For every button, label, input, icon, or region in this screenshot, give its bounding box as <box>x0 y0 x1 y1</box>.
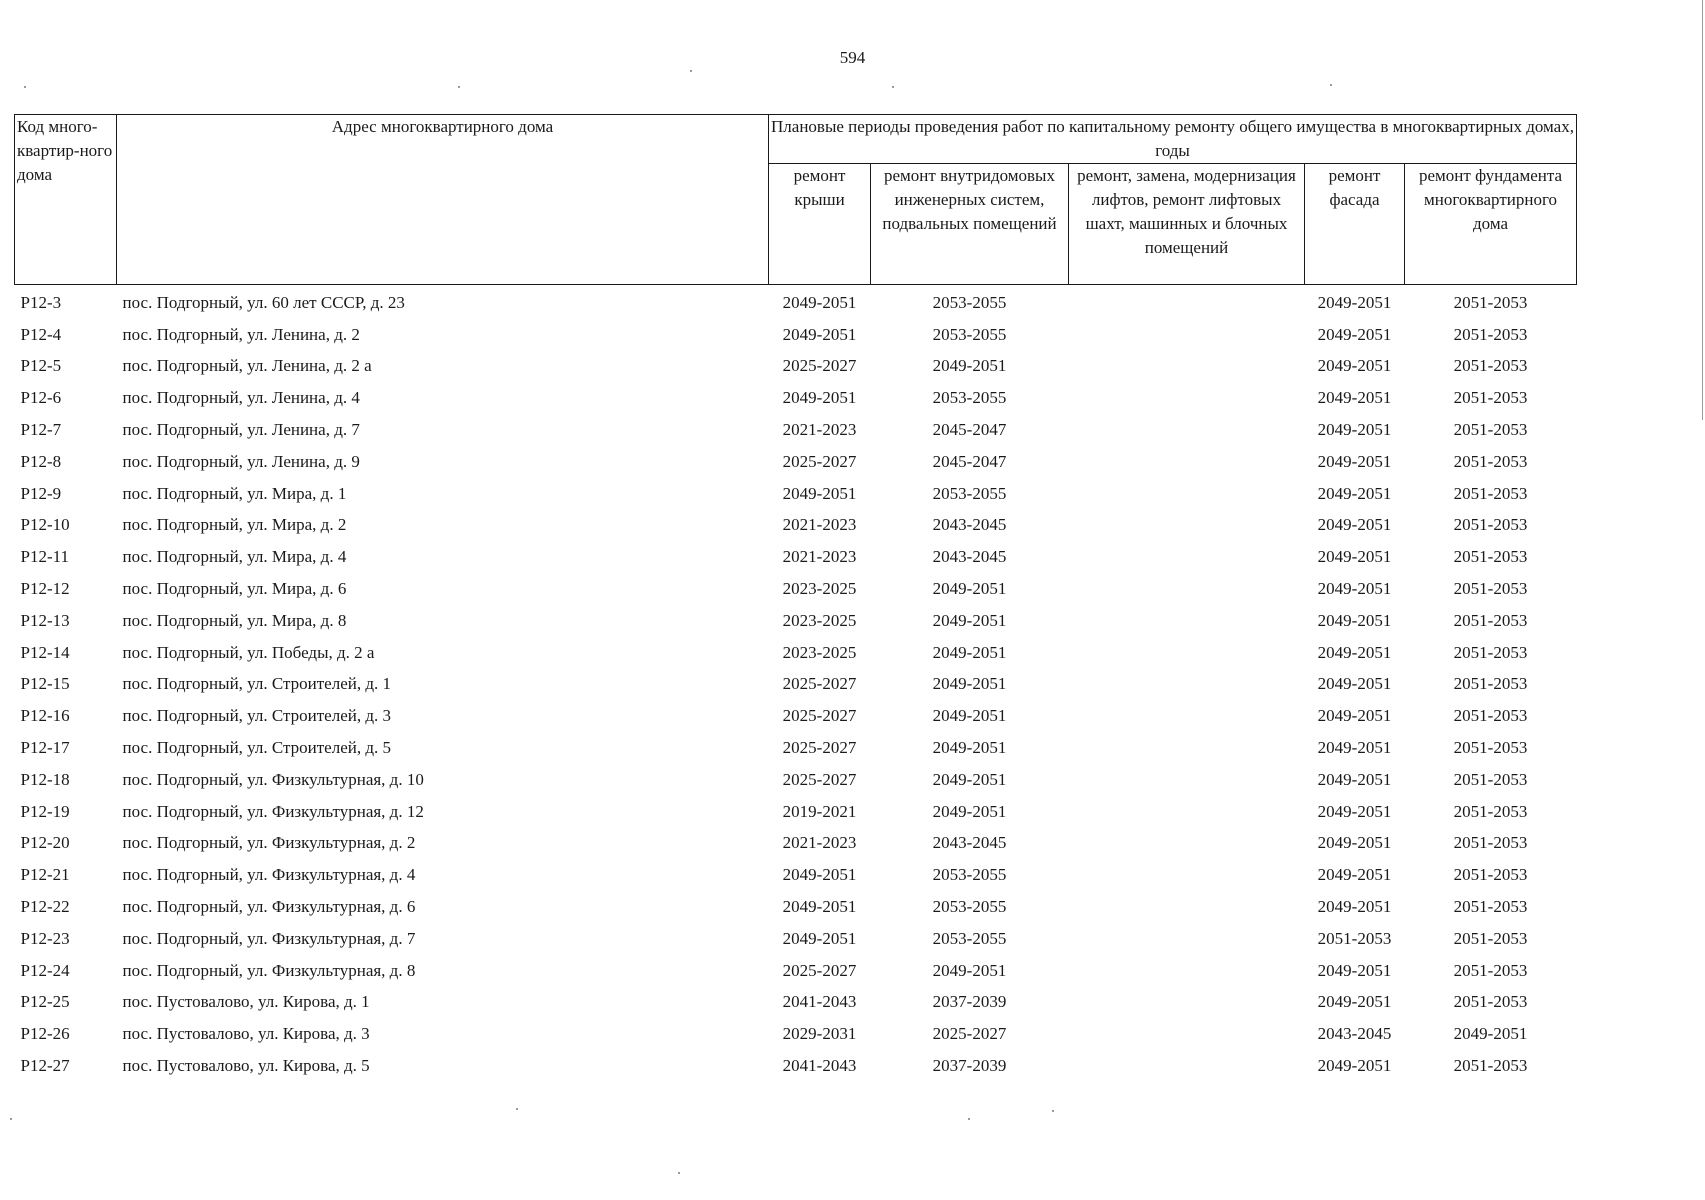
cell-facade: 2049-2051 <box>1317 865 1392 885</box>
cell-foundation: 2051-2053 <box>1453 1056 1528 1076</box>
cell-roof: 2023-2025 <box>782 610 857 630</box>
cell-facade: 2049-2051 <box>1317 642 1392 662</box>
cell-code: Р12-6 <box>20 388 62 408</box>
cell-address: пос. Подгорный, ул. Ленина, д. 9 <box>122 451 360 471</box>
cell-facade: 2049-2051 <box>1317 579 1392 599</box>
cell-roof: 2025-2027 <box>782 738 857 758</box>
scan-speck <box>24 86 26 88</box>
cell-systems: 2053-2055 <box>932 324 1007 344</box>
table-header <box>15 115 1577 285</box>
cell-facade: 2049-2051 <box>1317 388 1392 408</box>
cell-roof: 2021-2023 <box>782 420 857 440</box>
cell-address: пос. Подгорный, ул. Победы, д. 2 а <box>122 642 375 662</box>
table-row <box>15 764 1577 796</box>
cell-roof: 2025-2027 <box>782 769 857 789</box>
table-row <box>15 573 1577 605</box>
cell-code: Р12-21 <box>20 865 70 885</box>
cell-facade: 2049-2051 <box>1317 706 1392 726</box>
cell-roof: 2025-2027 <box>782 706 857 726</box>
header-periods-group: Плановые периоды проведения работ по капитальному ремонту общего имущества в многоквартирных домах, годы <box>769 115 1577 164</box>
cell-roof: 2025-2027 <box>782 451 857 471</box>
cell-roof: 2029-2031 <box>782 1024 857 1044</box>
cell-code: Р12-16 <box>20 706 70 726</box>
cell-code: Р12-15 <box>20 674 70 694</box>
table-row <box>15 319 1577 351</box>
cell-lifts <box>1069 637 1305 669</box>
table-row <box>15 382 1577 414</box>
cell-systems: 2053-2055 <box>932 865 1007 885</box>
table-row <box>15 796 1577 828</box>
cell-systems: 2043-2045 <box>932 515 1007 535</box>
cell-address: пос. Подгорный, ул. Физкультурная, д. 2 <box>122 833 416 853</box>
cell-roof: 2023-2025 <box>782 642 857 662</box>
cell-roof: 2049-2051 <box>782 483 857 503</box>
table-row <box>15 605 1577 637</box>
table-row <box>15 285 1577 319</box>
scan-speck <box>516 1108 518 1110</box>
scan-speck <box>458 86 460 88</box>
table-row <box>15 700 1577 732</box>
header-code: Код много-квартир-ного дома <box>15 115 117 285</box>
cell-address: пос. Подгорный, ул. Физкультурная, д. 8 <box>122 960 416 980</box>
cell-foundation: 2051-2053 <box>1453 292 1528 312</box>
table-row <box>15 987 1577 1019</box>
cell-lifts <box>1069 285 1305 319</box>
cell-roof: 2049-2051 <box>782 865 857 885</box>
cell-facade: 2049-2051 <box>1317 992 1392 1012</box>
cell-roof: 2041-2043 <box>782 1056 857 1076</box>
cell-systems: 2053-2055 <box>932 928 1007 948</box>
table-row <box>15 1050 1577 1082</box>
cell-systems: 2053-2055 <box>932 897 1007 917</box>
header-facade: ремонт фасада <box>1305 164 1405 285</box>
cell-code: Р12-24 <box>20 960 70 980</box>
cell-foundation: 2051-2053 <box>1453 356 1528 376</box>
cell-address: пос. Пустовалово, ул. Кирова, д. 1 <box>122 992 370 1012</box>
cell-code: Р12-25 <box>20 992 70 1012</box>
cell-foundation: 2051-2053 <box>1453 769 1528 789</box>
cell-code: Р12-19 <box>20 801 70 821</box>
cell-systems: 2053-2055 <box>932 292 1007 312</box>
table-row <box>15 510 1577 542</box>
cell-systems: 2043-2045 <box>932 547 1007 567</box>
cell-lifts <box>1069 541 1305 573</box>
cell-foundation: 2051-2053 <box>1453 515 1528 535</box>
cell-foundation: 2051-2053 <box>1453 610 1528 630</box>
cell-facade: 2049-2051 <box>1317 738 1392 758</box>
table-row <box>15 828 1577 860</box>
cell-address: пос. Подгорный, ул. Физкультурная, д. 12 <box>122 801 424 821</box>
table-row <box>15 478 1577 510</box>
cell-code: Р12-14 <box>20 642 70 662</box>
table-row <box>15 669 1577 701</box>
cell-foundation: 2051-2053 <box>1453 420 1528 440</box>
cell-code: Р12-8 <box>20 451 62 471</box>
page-number: 594 <box>839 48 866 67</box>
cell-lifts <box>1069 478 1305 510</box>
cell-address: пос. Подгорный, ул. Мира, д. 8 <box>122 610 347 630</box>
cell-lifts <box>1069 796 1305 828</box>
cell-lifts <box>1069 510 1305 542</box>
cell-lifts <box>1069 382 1305 414</box>
header-foundation: ремонт фундамента многоквартирного дома <box>1405 164 1577 285</box>
cell-lifts <box>1069 700 1305 732</box>
cell-address: пос. Подгорный, ул. Мира, д. 1 <box>122 483 347 503</box>
cell-facade: 2043-2045 <box>1317 1024 1392 1044</box>
cell-facade: 2049-2051 <box>1317 420 1392 440</box>
cell-code: Р12-11 <box>20 547 69 567</box>
cell-address: пос. Подгорный, ул. Ленина, д. 2 <box>122 324 360 344</box>
cell-address: пос. Пустовалово, ул. Кирова, д. 3 <box>122 1024 370 1044</box>
header-roof: ремонт крыши <box>769 164 871 285</box>
cell-facade: 2049-2051 <box>1317 674 1392 694</box>
cell-lifts <box>1069 859 1305 891</box>
cell-facade: 2049-2051 <box>1317 1056 1392 1076</box>
table-row <box>15 541 1577 573</box>
cell-code: Р12-3 <box>20 292 62 312</box>
cell-code: Р12-17 <box>20 738 70 758</box>
cell-systems: 2037-2039 <box>932 1056 1007 1076</box>
table-row <box>15 891 1577 923</box>
table-body <box>15 285 1577 1082</box>
cell-facade: 2049-2051 <box>1317 547 1392 567</box>
cell-systems: 2049-2051 <box>932 801 1007 821</box>
cell-lifts <box>1069 351 1305 383</box>
cell-roof: 2025-2027 <box>782 356 857 376</box>
cell-lifts <box>1069 1018 1305 1050</box>
table-row <box>15 446 1577 478</box>
cell-address: пос. Пустовалово, ул. Кирова, д. 5 <box>122 1056 370 1076</box>
cell-foundation: 2051-2053 <box>1453 738 1528 758</box>
table-row <box>15 351 1577 383</box>
cell-systems: 2053-2055 <box>932 483 1007 503</box>
table-row <box>15 1018 1577 1050</box>
cell-systems: 2049-2051 <box>932 610 1007 630</box>
cell-lifts <box>1069 669 1305 701</box>
scan-edge-line <box>1702 0 1703 420</box>
cell-systems: 2045-2047 <box>932 451 1007 471</box>
cell-facade: 2049-2051 <box>1317 960 1392 980</box>
cell-roof: 2025-2027 <box>782 960 857 980</box>
cell-facade: 2049-2051 <box>1317 356 1392 376</box>
cell-roof: 2049-2051 <box>782 324 857 344</box>
cell-code: Р12-7 <box>20 420 62 440</box>
cell-systems: 2049-2051 <box>932 706 1007 726</box>
cell-foundation: 2051-2053 <box>1453 865 1528 885</box>
scan-speck <box>1052 1110 1054 1112</box>
cell-roof: 2049-2051 <box>782 897 857 917</box>
cell-address: пос. Подгорный, ул. Ленина, д. 4 <box>122 388 360 408</box>
cell-facade: 2051-2053 <box>1317 928 1392 948</box>
cell-address: пос. Подгорный, ул. Мира, д. 2 <box>122 515 347 535</box>
cell-systems: 2025-2027 <box>932 1024 1007 1044</box>
cell-code: Р12-26 <box>20 1024 70 1044</box>
cell-lifts <box>1069 764 1305 796</box>
cell-roof: 2041-2043 <box>782 992 857 1012</box>
cell-foundation: 2049-2051 <box>1453 1024 1528 1044</box>
repair-schedule-table <box>14 114 1577 1082</box>
cell-foundation: 2051-2053 <box>1453 897 1528 917</box>
scan-speck <box>678 1172 680 1174</box>
cell-address: пос. Подгорный, ул. Строителей, д. 3 <box>122 706 392 726</box>
cell-code: Р12-10 <box>20 515 70 535</box>
cell-lifts <box>1069 605 1305 637</box>
cell-code: Р12-4 <box>20 324 62 344</box>
table-row <box>15 637 1577 669</box>
cell-lifts <box>1069 1050 1305 1082</box>
cell-lifts <box>1069 446 1305 478</box>
cell-systems: 2049-2051 <box>932 738 1007 758</box>
cell-foundation: 2051-2053 <box>1453 547 1528 567</box>
cell-foundation: 2051-2053 <box>1453 992 1528 1012</box>
cell-address: пос. Подгорный, ул. Физкультурная, д. 4 <box>122 865 416 885</box>
cell-code: Р12-18 <box>20 769 70 789</box>
cell-systems: 2049-2051 <box>932 642 1007 662</box>
cell-foundation: 2051-2053 <box>1453 801 1528 821</box>
cell-roof: 2021-2023 <box>782 515 857 535</box>
cell-systems: 2045-2047 <box>932 420 1007 440</box>
scan-speck <box>1330 84 1332 86</box>
cell-systems: 2049-2051 <box>932 674 1007 694</box>
cell-address: пос. Подгорный, ул. Физкультурная, д. 7 <box>122 928 416 948</box>
cell-foundation: 2051-2053 <box>1453 324 1528 344</box>
table-row <box>15 859 1577 891</box>
scan-speck <box>892 86 894 88</box>
cell-systems: 2043-2045 <box>932 833 1007 853</box>
cell-lifts <box>1069 319 1305 351</box>
cell-code: Р12-20 <box>20 833 70 853</box>
cell-roof: 2023-2025 <box>782 579 857 599</box>
cell-roof: 2021-2023 <box>782 833 857 853</box>
cell-facade: 2049-2051 <box>1317 897 1392 917</box>
table-row <box>15 923 1577 955</box>
cell-foundation: 2051-2053 <box>1453 483 1528 503</box>
cell-facade: 2049-2051 <box>1317 515 1392 535</box>
cell-lifts <box>1069 955 1305 987</box>
header-lifts: ремонт, замена, модернизация лифтов, ремонт лифтовых шахт, машинных и блочных помещений <box>1069 164 1305 285</box>
scan-speck <box>690 70 692 72</box>
cell-roof: 2049-2051 <box>782 928 857 948</box>
table-row <box>15 414 1577 446</box>
cell-facade: 2049-2051 <box>1317 292 1392 312</box>
cell-systems: 2049-2051 <box>932 769 1007 789</box>
header-systems: ремонт внутридомовых инженерных систем, подвальных помещений <box>871 164 1069 285</box>
cell-foundation: 2051-2053 <box>1453 642 1528 662</box>
cell-roof: 2025-2027 <box>782 674 857 694</box>
cell-address: пос. Подгорный, ул. Мира, д. 6 <box>122 579 347 599</box>
cell-code: Р12-12 <box>20 579 70 599</box>
cell-systems: 2049-2051 <box>932 960 1007 980</box>
cell-lifts <box>1069 923 1305 955</box>
cell-lifts <box>1069 987 1305 1019</box>
scan-speck <box>10 1118 12 1120</box>
cell-code: Р12-22 <box>20 897 70 917</box>
cell-address: пос. Подгорный, ул. Мира, д. 4 <box>122 547 347 567</box>
cell-address: пос. Подгорный, ул. Ленина, д. 7 <box>122 420 360 440</box>
header-address: Адрес многоквартирного дома <box>117 115 769 285</box>
cell-roof: 2019-2021 <box>782 801 857 821</box>
cell-facade: 2049-2051 <box>1317 451 1392 471</box>
cell-facade: 2049-2051 <box>1317 801 1392 821</box>
cell-code: Р12-9 <box>20 483 62 503</box>
cell-address: пос. Подгорный, ул. Физкультурная, д. 10 <box>122 769 424 789</box>
cell-systems: 2049-2051 <box>932 356 1007 376</box>
cell-foundation: 2051-2053 <box>1453 928 1528 948</box>
cell-roof: 2021-2023 <box>782 547 857 567</box>
cell-foundation: 2051-2053 <box>1453 388 1528 408</box>
cell-code: Р12-27 <box>20 1056 70 1076</box>
cell-code: Р12-13 <box>20 610 70 630</box>
cell-facade: 2049-2051 <box>1317 324 1392 344</box>
cell-foundation: 2051-2053 <box>1453 833 1528 853</box>
cell-foundation: 2051-2053 <box>1453 674 1528 694</box>
cell-facade: 2049-2051 <box>1317 769 1392 789</box>
cell-code: Р12-5 <box>20 356 62 376</box>
cell-address: пос. Подгорный, ул. Физкультурная, д. 6 <box>122 897 416 917</box>
cell-roof: 2049-2051 <box>782 388 857 408</box>
cell-foundation: 2051-2053 <box>1453 579 1528 599</box>
cell-address: пос. Подгорный, ул. 60 лет СССР, д. 23 <box>122 292 405 312</box>
table-row <box>15 955 1577 987</box>
cell-systems: 2049-2051 <box>932 579 1007 599</box>
cell-lifts <box>1069 732 1305 764</box>
cell-foundation: 2051-2053 <box>1453 451 1528 471</box>
cell-systems: 2053-2055 <box>932 388 1007 408</box>
cell-foundation: 2051-2053 <box>1453 960 1528 980</box>
cell-address: пос. Подгорный, ул. Ленина, д. 2 а <box>122 356 372 376</box>
cell-lifts <box>1069 828 1305 860</box>
cell-address: пос. Подгорный, ул. Строителей, д. 5 <box>122 738 392 758</box>
table-row <box>15 732 1577 764</box>
cell-lifts <box>1069 573 1305 605</box>
cell-facade: 2049-2051 <box>1317 610 1392 630</box>
cell-lifts <box>1069 414 1305 446</box>
cell-facade: 2049-2051 <box>1317 483 1392 503</box>
cell-lifts <box>1069 891 1305 923</box>
scan-speck <box>968 1118 970 1120</box>
cell-address: пос. Подгорный, ул. Строителей, д. 1 <box>122 674 392 694</box>
cell-foundation: 2051-2053 <box>1453 706 1528 726</box>
cell-code: Р12-23 <box>20 928 70 948</box>
cell-facade: 2049-2051 <box>1317 833 1392 853</box>
cell-systems: 2037-2039 <box>932 992 1007 1012</box>
cell-roof: 2049-2051 <box>782 292 857 312</box>
